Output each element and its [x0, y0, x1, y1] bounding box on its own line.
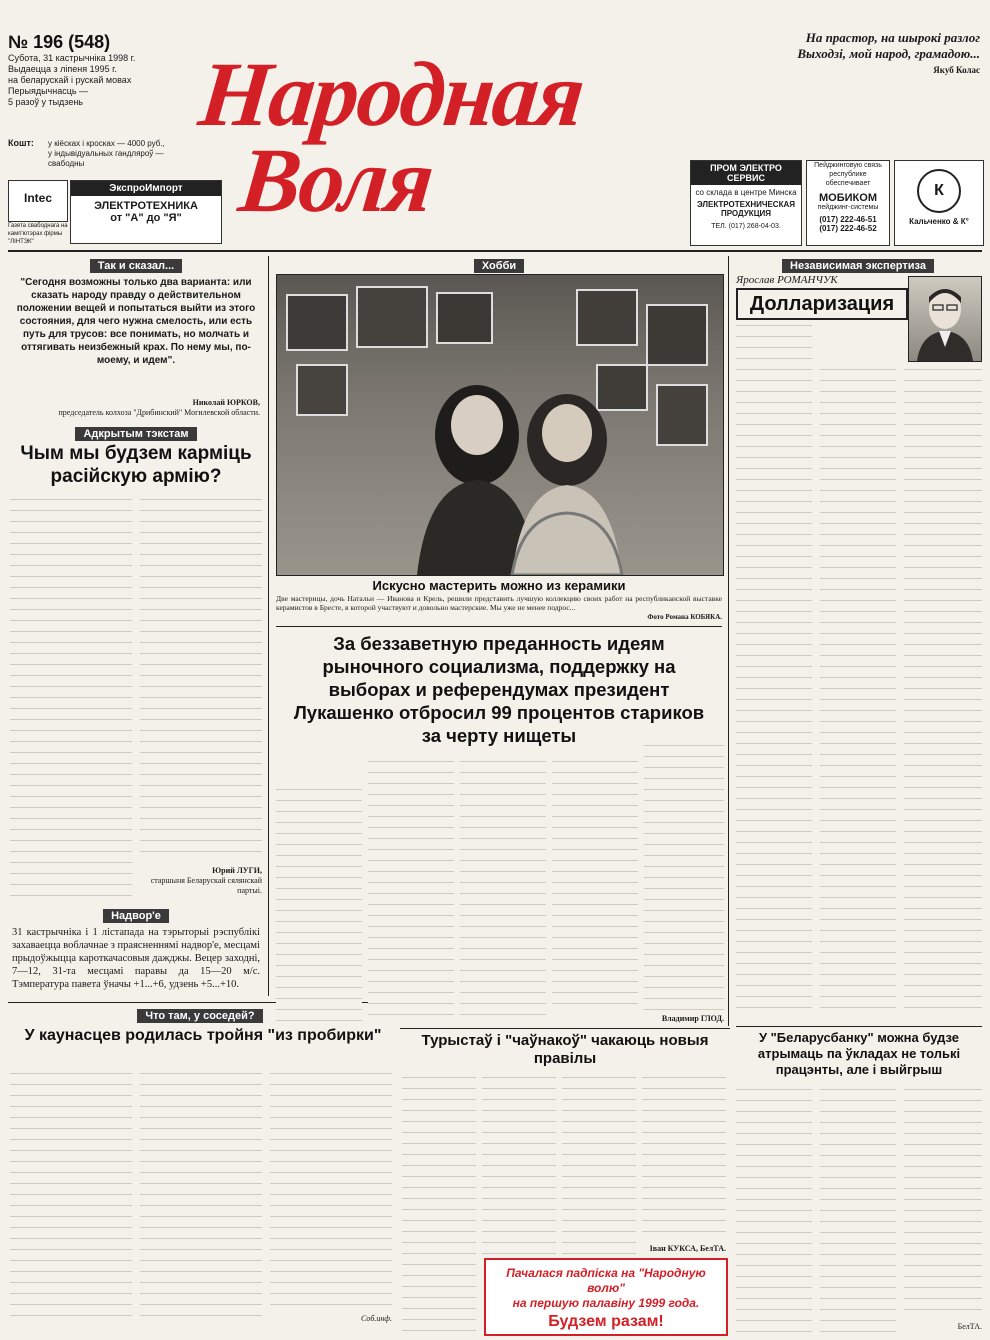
subscribe-box [484, 1258, 728, 1336]
army-byline: Юрий ЛУГИ, [212, 866, 262, 875]
tourists-column-3 [562, 1072, 636, 1254]
photo-caption-text: Две мастерицы, дочь Натальи — Иванова и Крель, решили представить лучшую коллекцию своих работ на республиканской выставке керамистов в Бресте, в которой участвуют и довольно мастерские. Мы уже не менее подрос... [276, 594, 722, 612]
issue-info [8, 32, 158, 108]
adkryty-header [8, 424, 264, 442]
promelectro-3: СЕРВИС [727, 173, 765, 183]
tourists-column-1 [402, 1072, 476, 1338]
lead-column-3 [460, 756, 546, 1024]
motto-line-1: На прастор, на шырокі разлог [805, 30, 980, 45]
quote-author: Николай ЮРКОВ, [192, 398, 260, 407]
motto-author: Якуб Колас [933, 65, 980, 75]
promelectro-1: ПРОМ [710, 163, 737, 173]
reg-text: Газета свабоднага на камп'ютэрах фірмы "ЛІНТЭК" [8, 223, 68, 245]
vsep-right [728, 256, 729, 1026]
triplets-column-2 [140, 1068, 262, 1326]
mobikom-line-1: Пейджинговую связь [814, 162, 882, 169]
kalchenko-ad [894, 160, 984, 246]
ceramics-photo-icon [277, 275, 723, 575]
kalchenko-name: Кальченко & К° [909, 217, 969, 226]
bank-byline: БелТА. [957, 1322, 982, 1331]
lead-headline: За беззаветную преданность идеям рыночного социализма, поддержку на выборах и референдумах президент Лукашенко отбросил 99 процентов стариков за черту нищеты [293, 633, 705, 746]
tak-skazal-label: Так и сказал... [90, 259, 182, 273]
mobikom-ad [806, 160, 890, 246]
masthead-rule [8, 250, 982, 252]
bank-column-1 [736, 1084, 812, 1334]
subscribe-line-1: Пачалася падпіска на "Народную волю" [506, 1266, 706, 1295]
army-byline-title: старшыня Беларускай сялянскай партыі. [150, 876, 262, 895]
title-line-1: Народная [194, 43, 588, 145]
photo-caption: Искусно мастерить можно из керамики [372, 578, 626, 593]
dollar-author: Ярослав РОМАНЧУК [736, 274, 838, 286]
price-label: Кошт: [8, 138, 34, 148]
subscribe-line-3: Будзем разам! [548, 1313, 664, 1330]
lead-column-1 [276, 784, 362, 1024]
electro-title: ЭЛЕКТРОТЕХНИКА [94, 200, 198, 212]
electro-ad [70, 180, 222, 244]
motto-line-2: Выходзі, мой народ, грамадою... [797, 46, 980, 61]
promelectro-ad [690, 160, 802, 246]
issue-date: Субота, 31 кастрычніка 1998 г. [8, 53, 136, 63]
dollar-column-1 [736, 320, 812, 1014]
author-portrait [908, 276, 982, 362]
mobikom-tel-1: (017) 222-46-51 [819, 215, 877, 224]
subscribe-line-2: на першую палавіну 1999 года. [512, 1296, 700, 1310]
army-column-1 [10, 494, 132, 898]
hobbi-label: Хобби [474, 259, 524, 273]
price-block [8, 138, 178, 169]
rule-bank [736, 1026, 982, 1027]
mobikom-brand: МОБИКОМ [819, 192, 877, 204]
quote-author-title: председатель колхоза "Дрибинский" Могилевской области. [58, 408, 260, 417]
sosedi-header [130, 1006, 270, 1024]
title-line-2: Воля [234, 129, 438, 231]
dollar-column-3 [904, 364, 982, 1014]
price-line-1: у кіёсках і кросках — 4000 руб., [48, 139, 165, 148]
quote-author-block [12, 398, 260, 418]
issue-langs: на беларускай і рускай мовах [8, 75, 132, 85]
portrait-icon [909, 277, 981, 361]
triplets-byline: Соб.инф. [361, 1314, 392, 1323]
expert-label: Независимая экспертиза [782, 259, 934, 273]
price-line-2: у індывідуальных гандляроў — [48, 149, 164, 158]
triplets-column-1 [10, 1068, 132, 1326]
triplets-column-3 [270, 1068, 392, 1312]
mobikom-sub: пейджинг-системы [817, 204, 879, 211]
sosedi-label: Что там, у соседей? [137, 1009, 262, 1023]
mobikom-tel-2: (017) 222-46-52 [819, 224, 877, 233]
kalchenko-logo-icon: К [917, 169, 961, 213]
lead-byline: Владимир ГЛОД. [661, 1014, 724, 1023]
promelectro-line: со склада в центре Минска [695, 188, 797, 197]
army-byline-block [140, 866, 262, 896]
issue-since: Выдаецца з ліпеня 1995 г. [8, 64, 117, 74]
dollar-column-2 [820, 364, 896, 1014]
dollar-headline: Долларизация [749, 293, 895, 315]
weather-text: 31 кастрычніка і 1 лістапада на тэрыторыі рэспублікі захаваецца воблачнае з праясненнямі надвор'е, месцамі прыдоўжыцца кароткачасовыя дажджы. Вецер заходні, 7—12, 31-та месцамі паравы да 15—20 м/с. Тэмпература павета ўначы +1...+6, удзень +5...+10. [12, 927, 260, 990]
expert-header [734, 256, 982, 274]
promelectro-line-2: ЭЛЕКТРОТЕХНИЧЕСКАЯ ПРОДУКЦИЯ [697, 200, 795, 218]
vsep-left [268, 256, 269, 996]
dollar-headline-box [736, 288, 908, 320]
issue-number: № 196 (548) [8, 32, 111, 52]
rule-tourists [400, 1028, 730, 1029]
mobikom-line-2: республике обеспечивает [825, 171, 871, 187]
electro-brand: ЭкспроИмпорт [71, 181, 221, 196]
lead-column-2 [368, 756, 454, 1024]
promelectro-tel: ТЕЛ. (017) 268-04-03. [711, 223, 781, 230]
bank-column-3 [904, 1084, 982, 1320]
tourists-headline: Турыстаў і "чаўнакоў" чакаюць новыя правілы [421, 1032, 709, 1067]
army-headline: Чым мы будзем карміць расійскую армію? [20, 443, 252, 487]
promelectro-2: ЭЛЕКТРО [739, 163, 782, 173]
lintec-ad [8, 180, 68, 222]
lead-column-5 [644, 740, 724, 1012]
motto [730, 30, 980, 78]
lintec-logo: Intec [23, 191, 52, 205]
bank-headline: У "Беларусбанку" можна будзе атрымаць па ўкладах не толькі працэнты, але і выйгрыш [757, 1030, 961, 1077]
adkryty-label: Адкрытым тэкстам [75, 427, 196, 441]
bank-column-2 [820, 1084, 896, 1334]
tourists-column-2 [482, 1072, 556, 1254]
rule-lead [276, 626, 722, 627]
photo-credit: Фото Романа КОБЯКА. [647, 613, 722, 621]
quote-text: "Сегодня возможны только два варианта: или сказать народу правду о действительном положении вещей и попытаться выйти из этого состояния, для чего нужна смелость, или есть путь для трусов: все понимать, но молчать и оттягивать неизбежный крах. По нему мы, по-моему, и идем". [16, 277, 256, 366]
hobbi-photo [276, 274, 724, 576]
nadvore-label: Надвор'е [103, 909, 169, 923]
issue-periodicity-2: 5 разоў у тыдзень [8, 97, 83, 107]
issue-periodicity: Перыядычнасць — [8, 86, 89, 96]
hobbi-header [276, 256, 722, 274]
tourists-byline: Іван КУКСА, БелТА. [649, 1244, 726, 1253]
army-column-2 [140, 494, 262, 862]
tourists-column-4 [642, 1072, 726, 1242]
triplets-headline: У каунасцев родилась тройня "из пробирки" [24, 1027, 382, 1044]
lead-column-4 [552, 756, 638, 1012]
tak-skazal-header [8, 256, 264, 274]
price-line-3: свабодны [48, 159, 85, 168]
electro-sub: от "А" до "Я" [110, 212, 182, 224]
nadvore-header [8, 906, 264, 924]
